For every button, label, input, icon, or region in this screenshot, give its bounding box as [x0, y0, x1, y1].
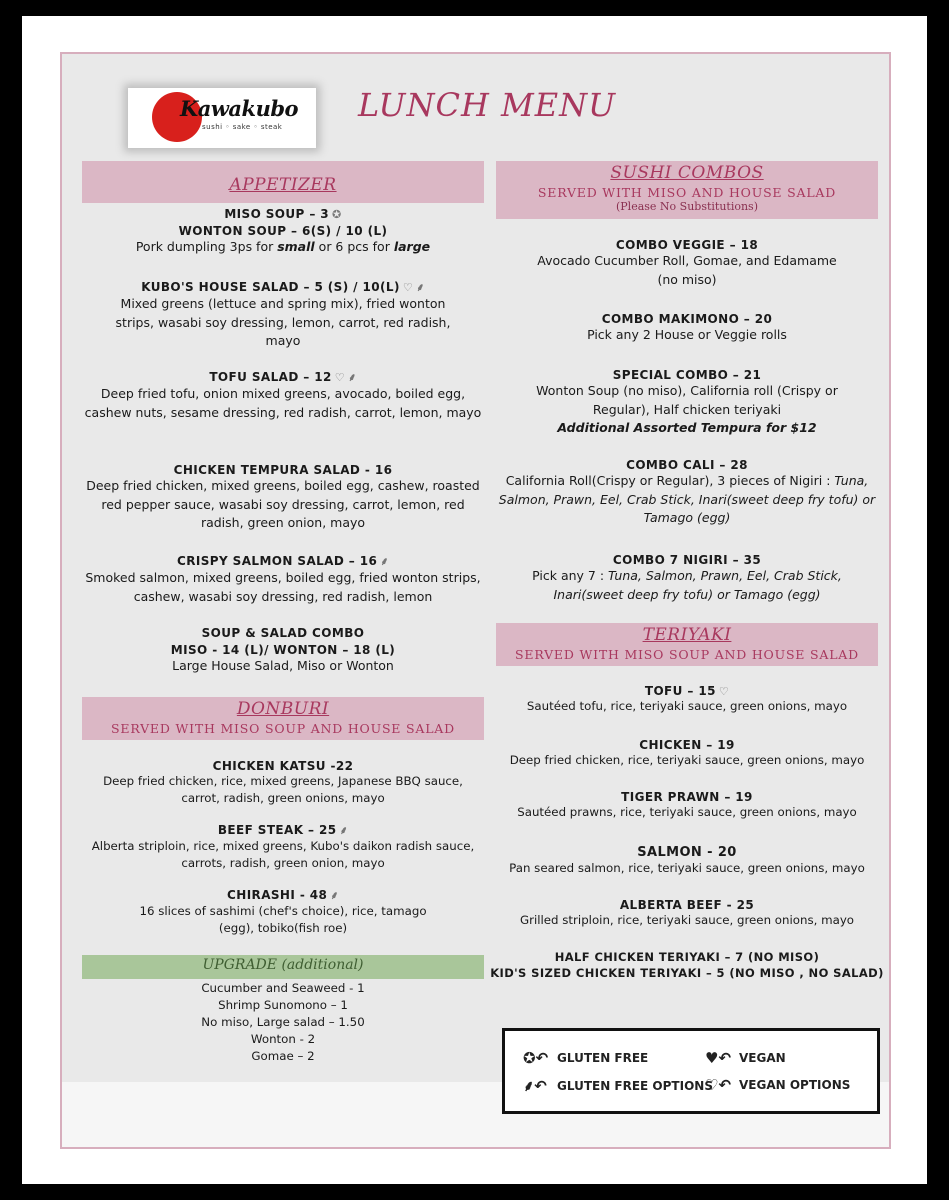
upgrade-item: No miso, Large salad – 1.50 — [201, 1015, 365, 1029]
item-name: CHICKEN KATSU -22 — [212, 759, 354, 773]
item-name: KUBO'S HOUSE SALAD – 5 (S) / 10(L) ♡ ⸙ — [141, 280, 425, 294]
logo-tagline: sushi ◦ sake ◦ steak — [202, 123, 283, 131]
item-name: CRISPY SALMON SALAD – 16 ⸙ — [177, 554, 389, 568]
item-name: CHICKEN – 19 — [639, 738, 735, 752]
donburi-heading-band — [82, 697, 484, 740]
vegan-options-icon: ♡ — [402, 281, 414, 294]
vegan-icon: ♥↶ — [705, 1049, 732, 1067]
page-title: LUNCH MENU — [358, 86, 617, 124]
item-description: Large House Salad, Miso or Wonton — [172, 658, 394, 673]
item-extra: Additional Assorted Tempura for $12 — [557, 420, 817, 435]
gluten-free-options-icon: ⸙ — [348, 371, 357, 384]
vegan-options-icon: ♡ — [718, 685, 730, 698]
menu-item-alberta-beef — [496, 898, 878, 929]
upgrade-item: Cucumber and Seaweed - 1 — [201, 981, 365, 995]
item-name: COMBO VEGGIE – 18 — [615, 238, 759, 252]
item-description: Deep fried chicken, mixed greens, boiled egg, cashew, roasted red pepper sauce, wasabi soy dressing, carrot, lemon, red radish, green onion, mayo — [86, 478, 480, 530]
item-description: Pan seared salmon, rice, teriyaki sauce, green onions, mayo — [509, 861, 865, 875]
sushi-heading: SUSHI COMBOS — [610, 163, 764, 183]
item-description: Pick any 2 House or Veggie rolls — [587, 327, 787, 342]
donburi-subheading: SERVED WITH MISO SOUP AND HOUSE SALAD — [111, 721, 455, 736]
item-description: Sautéed prawns, rice, teriyaki sauce, green onions, mayo — [517, 805, 857, 819]
item-description: Sautéed tofu, rice, teriyaki sauce, green onions, mayo — [526, 699, 848, 713]
legend-vegan: ♥↶ VEGAN — [705, 1049, 786, 1067]
menu-item-combo-7-nigiri — [496, 553, 878, 604]
item-description: Alberta striploin, rice, mixed greens, Kubo's daikon radish sauce, carrots, radish, green onion, mayo — [91, 839, 475, 870]
gluten-free-options-icon: ⸙ — [330, 889, 339, 902]
item-name: SALMON - 20 — [637, 845, 737, 860]
item-description: Deep fried tofu, onion mixed greens, avocado, boiled egg, cashew nuts, sesame dressing, red radish, carrot, lemon, mayo — [84, 386, 482, 420]
gluten-free-icon: ✪↶ — [523, 1049, 549, 1067]
item-name: TOFU – 15 ♡ — [644, 684, 730, 698]
legend-gluten-free-options: ⸙↶ GLUTEN FREE OPTIONS — [523, 1077, 713, 1095]
menu-item-crispy-salmon-salad — [82, 554, 484, 606]
item-name: SPECIAL COMBO – 21 — [612, 368, 762, 382]
dietary-legend — [502, 1028, 880, 1114]
menu-item-chicken-tempura-salad — [82, 463, 484, 533]
menu-item-teriyaki-chicken — [496, 738, 878, 769]
item-description: Mixed greens (lettuce and spring mix), fried wonton strips, wasabi soy dressing, lemon, carrot, red radish, mayo — [115, 296, 451, 348]
upgrade-list — [82, 980, 484, 1065]
item-description: Pork dumpling 3ps for small or 6 pcs for large — [135, 239, 431, 254]
menu-item-special-combo — [496, 368, 878, 438]
item-name: BEEF STEAK – 25 ⸙ — [217, 823, 349, 837]
upgrade-heading-band — [82, 955, 484, 979]
gluten-free-options-icon: ⸙ — [339, 824, 349, 837]
item-name: SOUP & SALAD COMBO — [201, 626, 365, 640]
item-description: 16 slices of sashimi (chef's choice), rice, tamago (egg), tobiko(fish roe) — [139, 904, 427, 935]
vegan-options-icon: ♡ — [334, 371, 345, 384]
item-description: Grilled striploin, rice, teriyaki sauce, green onions, mayo — [519, 913, 855, 927]
item-name: ALBERTA BEEF - 25 — [619, 898, 755, 912]
upgrade-heading: UPGRADE (additional) — [202, 957, 364, 973]
sushi-note: (Please No Substitutions) — [615, 200, 758, 213]
teriyaki-subheading: SERVED WITH MISO SOUP AND HOUSE SALAD — [515, 647, 859, 662]
menu-item-salmon — [496, 845, 878, 877]
menu-item-combo-cali — [496, 458, 878, 528]
restaurant-logo — [128, 88, 316, 148]
item-description: Deep fried chicken, rice, mixed greens, Japanese BBQ sauce, carrot, radish, green onions, mayo — [103, 774, 463, 805]
item-name: WONTON SOUP – 6(S) / 10 (L) — [178, 224, 388, 238]
item-description: California Roll(Crispy or Regular), 3 pieces of Nigiri : Tuna, Salmon, Prawn, Eel, Crab Stick, Inari(sweet deep fry tofu) or Tamago (egg) — [498, 473, 876, 525]
teriyaki-heading-band — [496, 623, 878, 666]
item-description: Avocado Cucumber Roll, Gomae, and Edamame (no miso) — [537, 253, 837, 287]
kids-teriyaki — [488, 950, 886, 980]
donburi-heading: DONBURI — [236, 699, 330, 719]
item-description: Pick any 7 : Tuna, Salmon, Prawn, Eel, Crab Stick, Inari(sweet deep fry tofu) or Tamago (egg) — [532, 568, 842, 602]
upgrade-item: Shrimp Sunomono – 1 — [218, 998, 348, 1012]
sushi-heading-band — [496, 161, 878, 219]
appetizer-heading: APPETIZER — [229, 175, 337, 195]
item-name: COMBO MAKIMONO – 20 — [601, 312, 773, 326]
item-name: COMBO CALI – 28 — [626, 458, 748, 472]
sushi-subheading: SERVED WITH MISO AND HOUSE SALAD — [537, 185, 837, 200]
menu-item-tofu-salad — [82, 370, 484, 422]
menu-item-chirashi — [82, 888, 484, 937]
item-description: Deep fried chicken, rice, teriyaki sauce, green onions, mayo — [509, 753, 865, 767]
item-description: Wonton Soup (no miso), California roll (Crispy or Regular), Half chicken teriyaki — [536, 383, 838, 417]
menu-item-soups — [82, 207, 484, 257]
upgrade-item: Wonton - 2 — [250, 1032, 316, 1046]
item-name: TOFU SALAD – 12 ♡ ⸙ — [209, 370, 357, 384]
appetizer-heading-band — [82, 161, 484, 203]
item-name: KID'S SIZED CHICKEN TERIYAKI – 5 (NO MISO , NO SALAD) — [490, 966, 884, 980]
item-name: CHIRASHI - 48 ⸙ — [227, 888, 339, 902]
gluten-free-icon: ✪ — [332, 208, 342, 221]
gluten-free-options-icon: ⸙ — [380, 555, 389, 568]
menu-item-chicken-katsu — [82, 759, 484, 807]
item-description: Smoked salmon, mixed greens, boiled egg, fried wonton strips, cashew, wasabi soy dressing, red radish, lemon — [85, 570, 481, 604]
item-name: MISO SOUP – 3 ✪ — [224, 207, 342, 221]
item-name: COMBO 7 NIGIRI – 35 — [612, 553, 762, 567]
gluten-free-options-icon: ⸙ — [416, 281, 425, 294]
menu-item-teriyaki-tofu — [496, 684, 878, 715]
item-name: MISO - 14 (L)/ WONTON – 18 (L) — [170, 643, 396, 657]
teriyaki-heading: TERIYAKI — [642, 625, 732, 645]
legend-vegan-options: ♡↶ VEGAN OPTIONS — [705, 1076, 851, 1094]
item-name: HALF CHICKEN TERIYAKI – 7 (NO MISO) — [554, 950, 820, 964]
legend-gluten-free: ✪↶ GLUTEN FREE — [523, 1049, 649, 1067]
menu-item-soup-salad-combo — [82, 626, 484, 676]
upgrade-item: Gomae – 2 — [251, 1049, 315, 1063]
menu-item-combo-makimono — [496, 312, 878, 345]
menu-item-combo-veggie — [496, 238, 878, 289]
vegan-options-icon: ♡↶ — [705, 1076, 732, 1094]
menu-item-beef-steak — [82, 823, 484, 872]
item-name: TIGER PRAWN – 19 — [621, 790, 753, 804]
gluten-free-options-icon: ⸙↶ — [523, 1077, 547, 1095]
menu-item-house-salad — [82, 280, 484, 351]
item-name: CHICKEN TEMPURA SALAD - 16 — [173, 463, 393, 477]
menu-item-tiger-prawn — [496, 790, 878, 821]
logo-wordmark: Kawakubo — [180, 96, 299, 121]
